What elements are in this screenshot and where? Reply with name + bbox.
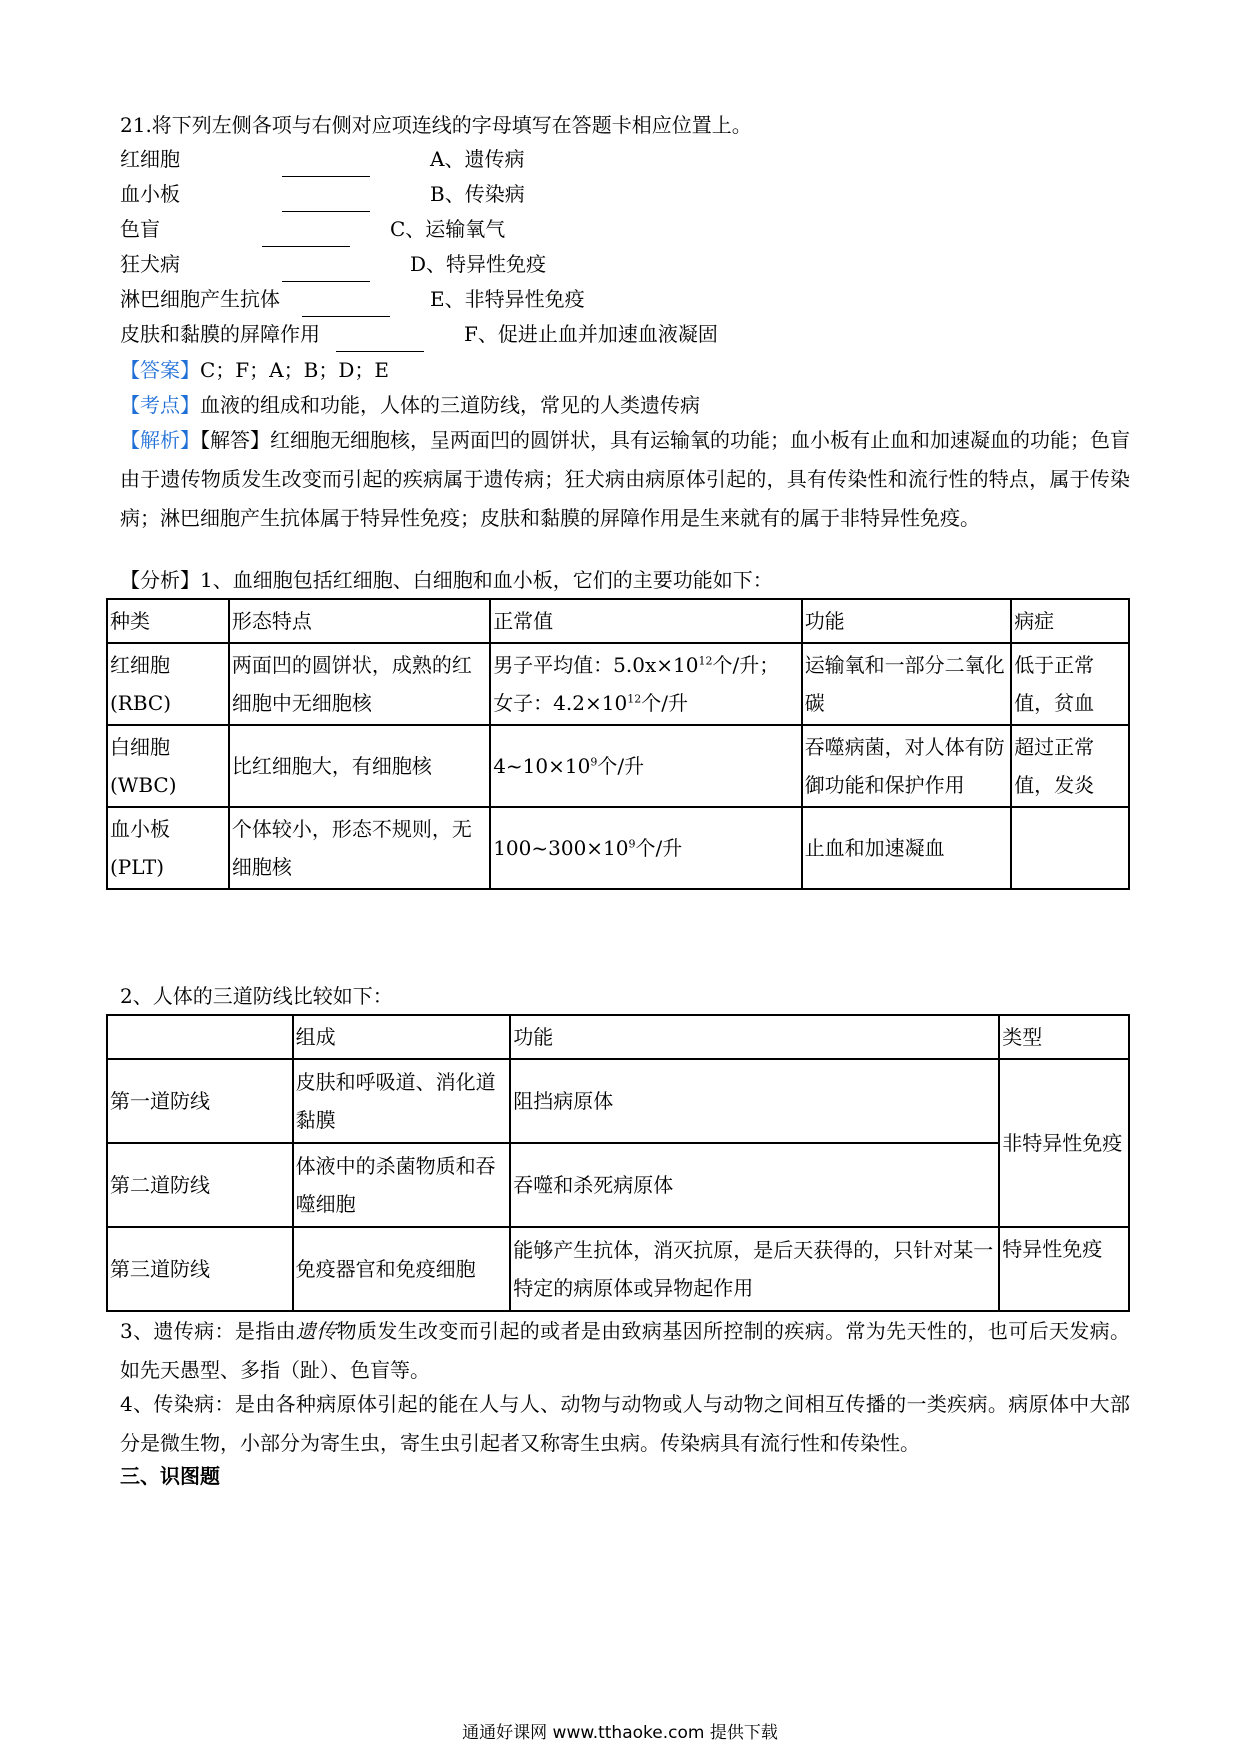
normal-value: 男子平均值：5.0x×10 bbox=[493, 653, 699, 677]
answer-blank-6[interactable] bbox=[336, 325, 424, 352]
answer-tag: 【答案】 bbox=[120, 358, 200, 382]
table-cell: 体液中的杀菌物质和吞噬细胞 bbox=[293, 1143, 511, 1227]
left-item-5 bbox=[120, 280, 280, 319]
table-cell: 皮肤和呼吸道、消化道黏膜 bbox=[293, 1059, 511, 1143]
para3-text-post: 物质发生改变而引起的或者是由致病基因所控制的疾病。常为先天性的，也可后天发病。如先天愚型、多指（趾）、色盲等。 bbox=[120, 1319, 1131, 1382]
left-item-6 bbox=[120, 315, 320, 354]
cell-abbr: (WBC) bbox=[110, 773, 177, 797]
table-cell: 非特异性免疫 bbox=[999, 1059, 1129, 1227]
section-heading: 三、识图题 bbox=[120, 1464, 220, 1488]
table-cell bbox=[490, 725, 802, 807]
table-cell: 两面凹的圆饼状，成熟的红细胞中无细胞核 bbox=[229, 643, 490, 725]
answer-blank-1[interactable] bbox=[282, 150, 370, 177]
exponent: 12 bbox=[627, 692, 642, 706]
normal-unit: 个/升 bbox=[641, 691, 688, 715]
answer-blank-3[interactable] bbox=[262, 220, 350, 247]
table-cell: 吞噬和杀死病原体 bbox=[510, 1143, 999, 1227]
left-item-label: 皮肤和黏膜的屏障作用 bbox=[120, 322, 320, 346]
normal-value: 100~300×10 bbox=[493, 836, 629, 860]
table-cell bbox=[490, 807, 802, 889]
table-cell: 能够产生抗体，消灭抗原，是后天获得的，只针对某一特定的病原体或异物起作用 bbox=[510, 1227, 999, 1311]
normal-value: 4~10×10 bbox=[493, 754, 591, 778]
table-cell: 个体较小，形态不规则，无细胞核 bbox=[229, 807, 490, 889]
table-cell bbox=[107, 643, 229, 725]
table-cell: 比红细胞大，有细胞核 bbox=[229, 725, 490, 807]
normal-unit: 个/升； bbox=[712, 653, 780, 677]
kaodian-tag: 【考点】 bbox=[120, 393, 200, 417]
answer-blank-5[interactable] bbox=[302, 290, 390, 317]
left-item-label: 色盲 bbox=[120, 217, 160, 241]
table-cell bbox=[107, 807, 229, 889]
cell-abbr: (RBC) bbox=[110, 691, 172, 715]
left-item-label: 狂犬病 bbox=[120, 252, 180, 276]
answer-blank-2[interactable] bbox=[282, 185, 370, 212]
jiexi-text: 【解答】红细胞无细胞核，呈两面凹的圆饼状，具有运输氧的功能；血小板有止血和加速凝血的功能；色盲由于遗传物质发生改变而引起的疾病属于遗传病；狂犬病由病原体引起的，具有传染性和流行性的特点，属于传染病；淋巴细胞产生抗体属于特异性免疫；皮肤和黏膜的屏障作用是生来就有的属于非特异性免疫。 bbox=[120, 428, 1130, 530]
left-item-3 bbox=[120, 210, 160, 249]
table-cell: 运输氧和一部分二氧化碳 bbox=[802, 643, 1012, 725]
cell-name: 白细胞 bbox=[110, 735, 170, 759]
left-item-2 bbox=[120, 175, 180, 214]
infectious-disease-paragraph: 4、传染病：是由各种病原体引起的能在人与人、动物与动物或人与动物之间相互传播的一类疾病。病原体中大部分是微生物，小部分为寄生虫，寄生虫引起者又称寄生虫病。传染病具有流行性和传染性。 bbox=[120, 1392, 1130, 1455]
table-header-cell: 正常值 bbox=[490, 599, 802, 643]
right-item-e: E、非特异性免疫 bbox=[430, 287, 585, 311]
left-item-1 bbox=[120, 140, 180, 179]
left-item-label: 红细胞 bbox=[120, 147, 180, 171]
table-header-cell: 形态特点 bbox=[229, 599, 490, 643]
table-header-cell: 类型 bbox=[999, 1015, 1129, 1059]
table-row bbox=[107, 807, 1129, 889]
table-cell: 第一道防线 bbox=[107, 1059, 293, 1143]
question-stem: 21.将下列左侧各项与右侧对应项连线的字母填写在答题卡相应位置上。 bbox=[120, 113, 752, 137]
blood-cell-table bbox=[106, 598, 1130, 890]
para3-emphasis: 遗传 bbox=[295, 1319, 337, 1343]
right-item-a: A、遗传病 bbox=[430, 147, 525, 171]
exponent: 12 bbox=[698, 654, 713, 668]
table-header-cell: 病症 bbox=[1011, 599, 1129, 643]
fenxi-heading-1: 【分析】1、血细胞包括红细胞、白细胞和血小板，它们的主要功能如下： bbox=[120, 568, 773, 592]
left-item-label: 淋巴细胞产生抗体 bbox=[120, 287, 280, 311]
table-header-cell bbox=[107, 1015, 293, 1059]
table-cell: 免疫器官和免疫细胞 bbox=[293, 1227, 511, 1311]
jiexi-paragraph bbox=[120, 421, 1130, 538]
genetic-disease-paragraph bbox=[120, 1312, 1130, 1390]
fenxi-heading-2: 2、人体的三道防线比较如下： bbox=[120, 984, 393, 1008]
table-header-row bbox=[107, 599, 1129, 643]
table-cell bbox=[490, 643, 802, 725]
table-row bbox=[107, 1143, 1129, 1227]
table-row bbox=[107, 725, 1129, 807]
answer-blank-4[interactable] bbox=[282, 255, 370, 282]
table-cell bbox=[1011, 807, 1129, 889]
table-header-cell: 功能 bbox=[802, 599, 1012, 643]
table-header-cell: 功能 bbox=[510, 1015, 999, 1059]
right-item-c: C、运输氧气 bbox=[390, 217, 506, 241]
answer-line bbox=[120, 351, 389, 390]
left-item-label: 血小板 bbox=[120, 182, 180, 206]
table-header-cell: 组成 bbox=[293, 1015, 511, 1059]
table-header-cell: 种类 bbox=[107, 599, 229, 643]
exponent: 9 bbox=[628, 837, 636, 851]
right-item-f: F、促进止血并加速血液凝固 bbox=[464, 322, 718, 346]
right-item-b: B、传染病 bbox=[430, 182, 525, 206]
jiexi-tag: 【解析】 bbox=[120, 428, 200, 452]
table-cell: 第二道防线 bbox=[107, 1143, 293, 1227]
cell-name: 红细胞 bbox=[110, 653, 170, 677]
cell-name: 血小板 bbox=[110, 817, 170, 841]
table-row bbox=[107, 643, 1129, 725]
table-cell: 低于正常值，贫血 bbox=[1011, 643, 1129, 725]
table-header-row bbox=[107, 1015, 1129, 1059]
table-cell: 第三道防线 bbox=[107, 1227, 293, 1311]
kaodian-line bbox=[120, 386, 700, 425]
table-cell: 特异性免疫 bbox=[999, 1227, 1129, 1311]
cell-abbr: (PLT) bbox=[110, 855, 165, 879]
normal-unit: 个/升 bbox=[597, 754, 645, 778]
table-cell: 超过正常值，发炎 bbox=[1011, 725, 1129, 807]
table-row bbox=[107, 1059, 1129, 1143]
table-row bbox=[107, 1227, 1129, 1311]
table-cell bbox=[107, 725, 229, 807]
answer-text: C；F；A；B；D；E bbox=[200, 358, 389, 382]
left-item-4 bbox=[120, 245, 180, 284]
para3-text-pre: 3、遗传病：是指由 bbox=[120, 1319, 296, 1343]
exponent: 9 bbox=[590, 755, 598, 769]
defense-table bbox=[106, 1014, 1130, 1312]
table-cell: 吞噬病菌，对人体有防御功能和保护作用 bbox=[802, 725, 1012, 807]
table-cell: 止血和加速凝血 bbox=[802, 807, 1012, 889]
normal-value: 女子：4.2×10 bbox=[493, 691, 628, 715]
page-footer[interactable]: 通通好课网 www.tthaoke.com 提供下载 bbox=[462, 1723, 778, 1743]
table-cell: 阻挡病原体 bbox=[510, 1059, 999, 1143]
kaodian-text: 血液的组成和功能，人体的三道防线，常见的人类遗传病 bbox=[200, 393, 700, 417]
normal-unit: 个/升 bbox=[635, 836, 683, 860]
right-item-d: D、特异性免疫 bbox=[410, 252, 547, 276]
